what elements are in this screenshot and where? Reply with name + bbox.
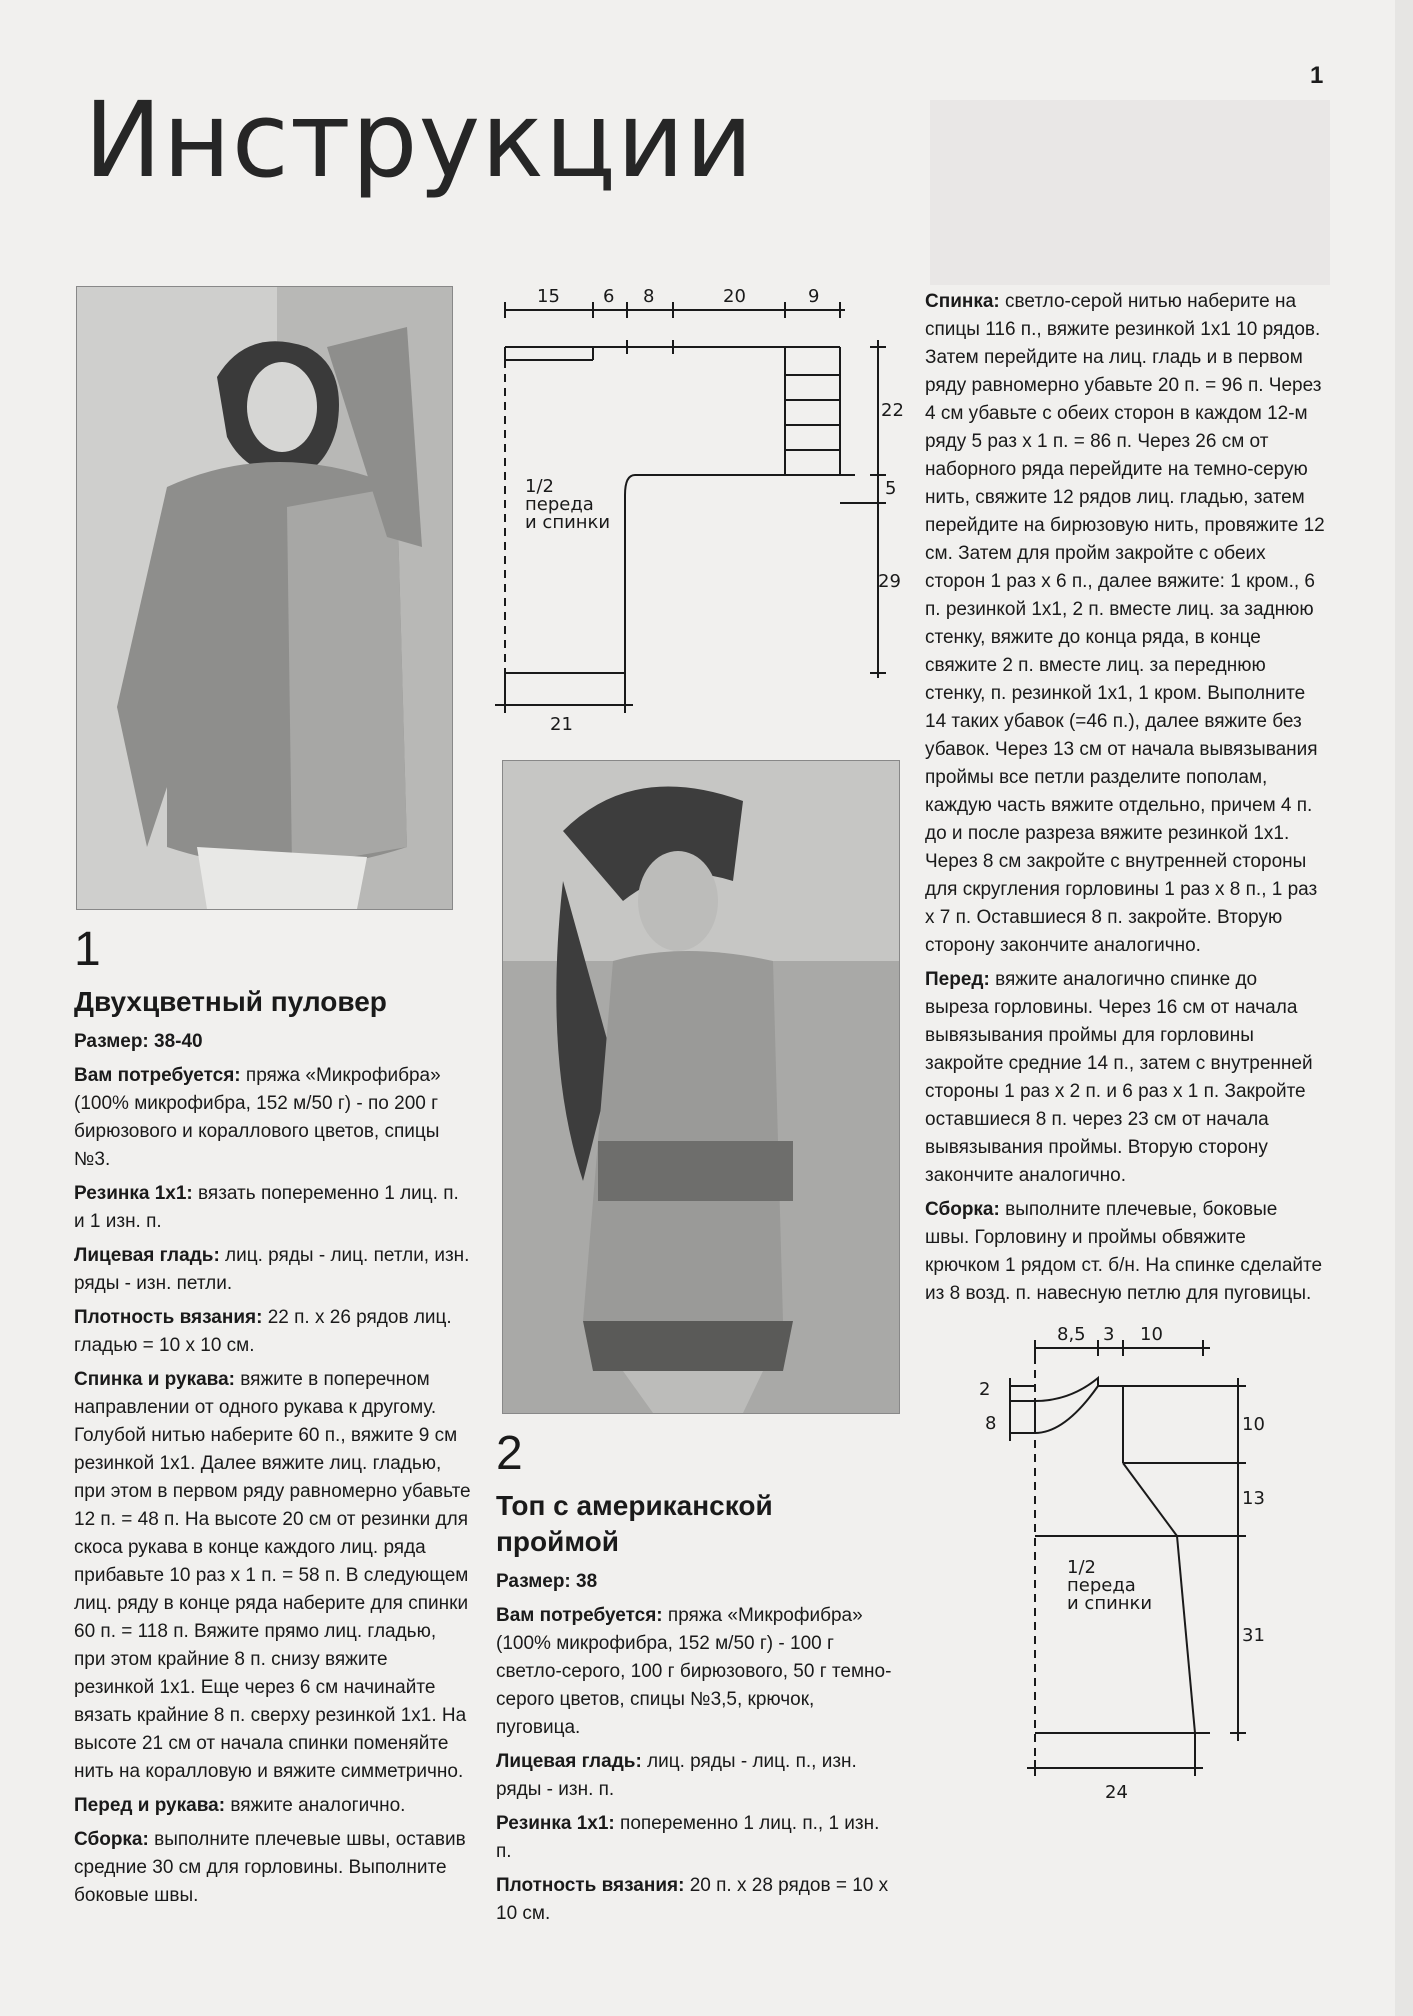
dim-left-2: 8 bbox=[985, 1413, 997, 1434]
materials-label: Вам потребуется: bbox=[74, 1065, 241, 1086]
front-text: вяжите аналогично. bbox=[230, 1795, 406, 1816]
dim-right-1: 22 bbox=[881, 400, 904, 421]
item-heading: Топ с американской проймой bbox=[496, 1490, 773, 1557]
stockinette-text: лиц. ряды - лиц. петли, изн. ряды - изн. петли. bbox=[74, 1245, 470, 1294]
dim-top-2: 3 bbox=[1103, 1324, 1115, 1345]
dim-right-3: 29 bbox=[878, 571, 901, 592]
piece-label: 1/2 bbox=[1067, 1557, 1096, 1578]
front-text: вяжите аналогично спинке до выреза горловины. Через 16 см от начала вывязывания проймы для горловины закройте средние 14 п., затем с внутренней стороны 1 раз х 2 п. и 6 раз х 1 п. Закройте оставшиеся 8 п. через 23 см от начала вывязывания проймы. Вторую сторону закончите аналогично. bbox=[925, 969, 1313, 1186]
instructions-item-2 bbox=[496, 1427, 894, 1934]
stockinette-text: лиц. ряды - лиц. п., изн. ряды - изн. п. bbox=[496, 1751, 857, 1800]
assembly-text: выполните плечевые, боковые швы. Горловину и проймы обвяжите крючком 1 рядом ст. б/н. На спинке сделайте из 8 возд. п. навесную петлю для пуговицы. bbox=[925, 1199, 1323, 1304]
materials-label: Вам потребуется: bbox=[496, 1605, 663, 1626]
photo-top bbox=[502, 760, 900, 1414]
page-title: Инструкции bbox=[84, 79, 754, 201]
rib-text: вязать попеременно 1 лиц. п. и 1 изн. п. bbox=[74, 1183, 459, 1232]
dim-top-4: 20 bbox=[723, 286, 746, 307]
dim-right-1: 10 bbox=[1242, 1414, 1265, 1435]
dim-top-3: 8 bbox=[643, 286, 655, 307]
gauge-text: 22 п. х 26 рядов лиц. гладью = 10 х 10 см. bbox=[74, 1307, 452, 1356]
gauge-text: 20 п. х 28 рядов = 10 х 10 см. bbox=[496, 1875, 889, 1924]
piece-label: переда bbox=[1067, 1575, 1136, 1596]
dim-right-2: 13 bbox=[1242, 1488, 1265, 1509]
size-label: Размер: 38-40 bbox=[74, 1031, 203, 1052]
dim-right-2: 5 bbox=[885, 478, 897, 499]
materials-text: пряжа «Микрофибра» (100% микрофибра, 152 м/50 г) - 100 г светло-серого, 100 г бирюзового, 50 г темно-серого цветов, спицы №3,5, крючок, пуговица. bbox=[496, 1605, 892, 1738]
page-edge bbox=[1395, 0, 1413, 2016]
dim-bottom: 21 bbox=[550, 714, 573, 735]
dim-right-3: 31 bbox=[1242, 1625, 1265, 1646]
dim-bottom: 24 bbox=[1105, 1782, 1128, 1803]
dim-top-2: 6 bbox=[603, 286, 615, 307]
back-text: светло-серой нитью наберите на спицы 116 п., вяжите резинкой 1х1 10 рядов. Затем перейдите на лиц. гладь и в первом ряду равномерно убавьте 20 п. = 96 п. Через 4 см убавьте с обеих сторон в каждом 12-м ряду 5 раз х 1 п. = 86 п. Через 26 см от наборного ряда перейдите на темно-серую нить, свяжите 12 рядов лиц. гладью, затем перейдите на бирюзовую нить, провяжите 12 см. Затем для пройм закройте с обеих сторон 1 раз х 6 п., далее вяжите: 1 кром., 6 п. резинкой 1х1, 2 п. вместе лиц. за заднюю стенку, вяжите до конца ряда, в конце свяжите 2 п. вместе лиц. за переднюю стенку, п. резинкой 1х1, 1 кром. Выполните 14 таких убавок (=46 п.), далее вяжите без убавок. Через 13 см от начала вывязывания проймы все петли разделите пополам, каждую часть вяжите отдельно, причем 4 п. до и после разреза вяжите резинкой 1х1. Через 8 см закройте с внутренней стороны для скругления горловины 1 раз х 8 п., 1 раз х 7 п. Оставшиеся 8 п. закройте. Вторую сторону закончите аналогично. bbox=[925, 291, 1325, 956]
assembly-text: выполните плечевые швы, оставив средние 30 см для горловины. Выполните боковые швы. bbox=[74, 1829, 466, 1906]
rib-label: Резинка 1х1: bbox=[496, 1813, 615, 1834]
gauge-label: Плотность вязания: bbox=[496, 1875, 685, 1896]
gauge-label: Плотность вязания: bbox=[74, 1307, 263, 1328]
back-label: Спинка и рукава: bbox=[74, 1369, 235, 1390]
page-number: 1 bbox=[1310, 62, 1324, 89]
pattern-diagram-2 bbox=[975, 1318, 1270, 1818]
materials-text: пряжа «Микрофибра» (100% микрофибра, 152 м/50 г) - по 200 г бирюзового и кораллового цветов, спицы №3. bbox=[74, 1065, 441, 1170]
dim-left-1: 2 bbox=[979, 1379, 991, 1400]
photo-pullover bbox=[76, 286, 453, 910]
back-label: Спинка: bbox=[925, 291, 1000, 312]
dim-top-1: 8,5 bbox=[1057, 1324, 1086, 1345]
piece-label: переда bbox=[525, 494, 594, 515]
stockinette-label: Лицевая гладь: bbox=[496, 1751, 642, 1772]
piece-label: и спинки bbox=[525, 512, 611, 533]
front-label: Перед и рукава: bbox=[74, 1795, 226, 1816]
assembly-label: Сборка: bbox=[925, 1199, 1000, 1220]
instructions-item-1 bbox=[74, 923, 472, 1916]
stockinette-label: Лицевая гладь: bbox=[74, 1245, 220, 1266]
rib-label: Резинка 1х1: bbox=[74, 1183, 193, 1204]
piece-label: и спинки bbox=[1067, 1593, 1153, 1614]
size-label: Размер: 38 bbox=[496, 1571, 598, 1592]
dim-top-1: 15 bbox=[537, 286, 560, 307]
assembly-label: Сборка: bbox=[74, 1829, 149, 1850]
item-number: 1 bbox=[74, 923, 101, 976]
item-heading: Двухцветный пуловер bbox=[74, 986, 387, 1017]
dim-top-3: 10 bbox=[1140, 1324, 1163, 1345]
pattern-diagram-1 bbox=[485, 280, 905, 740]
back-text: вяжите в поперечном направлении от одного рукава к другому. Голубой нитью наберите 60 п., вяжите 9 см резинкой 1х1. Далее вяжите лиц. гладью, при этом в первом ряду равномерно убавьте 12 п. = 48 п. На высоте 20 см от резинки для скоса рукава в конце каждого лиц. ряда прибавьте 10 раз х 1 п. = 58 п. В следующем лиц. ряду в конце ряда наберите для спинки 60 п. = 118 п. Вяжите прямо лиц. гладью, при этом крайние 8 п. снизу вяжите резинкой 1х1. Еще через 6 см начинайте вязать крайние 8 п. сверху резинкой 1х1. На высоте 21 см от начала спинки поменяйте нить на коралловую и вяжите симметрично. bbox=[74, 1369, 471, 1782]
dim-top-5: 9 bbox=[808, 286, 820, 307]
piece-label: 1/2 bbox=[525, 476, 554, 497]
instructions-item-2-continued bbox=[925, 288, 1325, 1314]
front-label: Перед: bbox=[925, 969, 990, 990]
rib-text: попеременно 1 лиц. п., 1 изн. п. bbox=[496, 1813, 880, 1862]
bleed-through-image bbox=[930, 100, 1330, 285]
item-number: 2 bbox=[496, 1427, 523, 1480]
